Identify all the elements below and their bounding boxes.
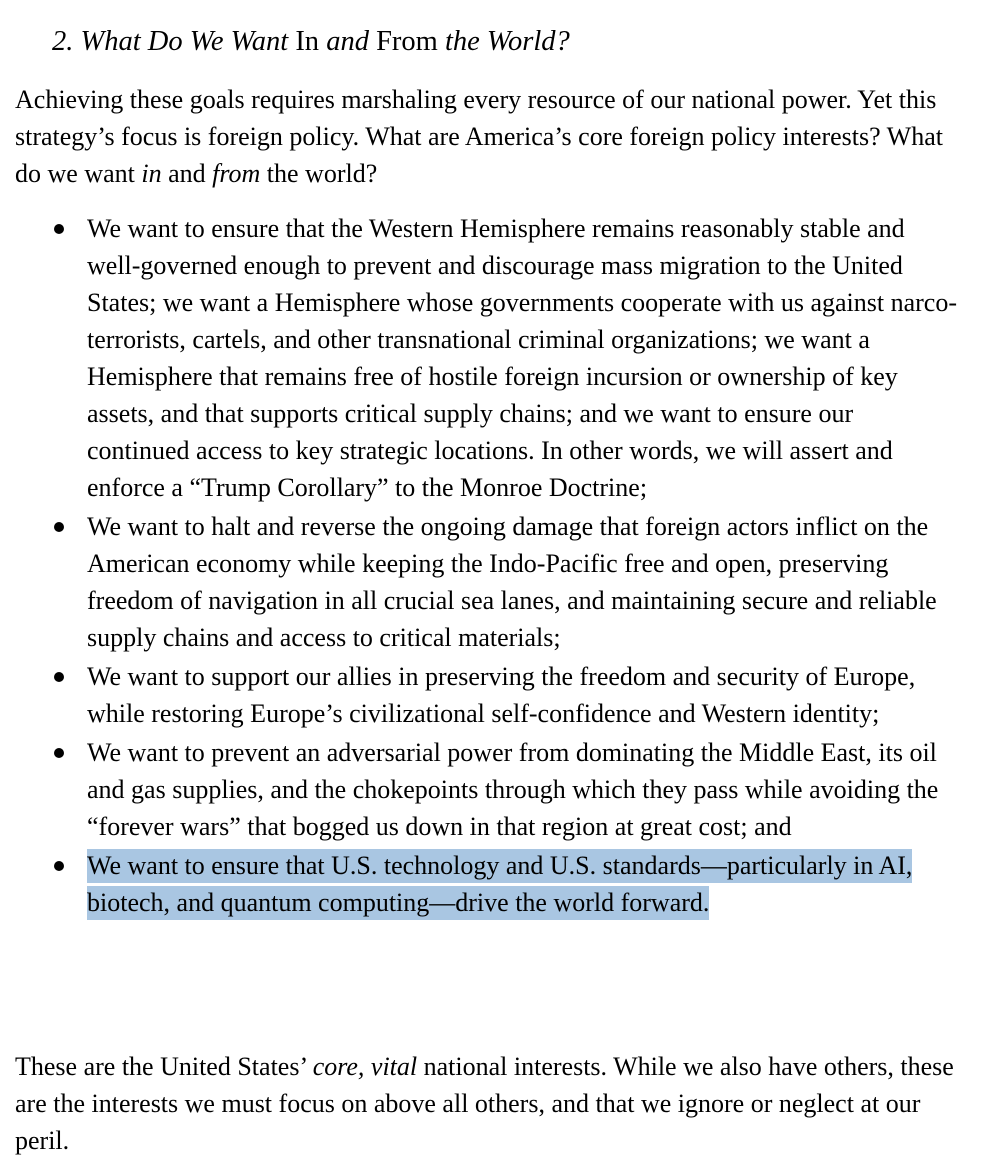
intro-paragraph — [15, 81, 975, 192]
heading-part-in: In — [288, 26, 327, 57]
heading-part-the-world: the World? — [444, 26, 570, 57]
list-item — [0, 210, 957, 506]
list-item — [0, 508, 957, 656]
closing-text-end: national interests. While we also have others, these are the interests we must focus on above all others, and that we ignore or neglect at our peril. — [15, 1052, 954, 1155]
list-item-text: We want to support our allies in preserving the freedom and security of Europe, while restoring Europe’s civilizational self-confidence and Western identity; — [87, 662, 916, 728]
list-item-text: We want to halt and reverse the ongoing damage that foreign actors inflict on the American economy while keeping the Indo-Pacific free and open, preserving freedom of navigation in all crucial sea lanes, and maintaining secure and reliable supply chains and access to critical materials; — [87, 512, 937, 652]
bullet-icon — [54, 861, 64, 871]
interests-list — [0, 210, 998, 921]
intro-text-end: the world? — [260, 159, 378, 188]
list-item-text: We want to ensure that the Western Hemisphere remains reasonably stable and well-governed enough to prevent and discourage mass migration to the United States; we want a Hemisphere whose governments cooperate with us against narco-terrorists, cartels, and other transnational criminal organizations; we want a Hemisphere that remains free of hostile foreign incursion or ownership of key assets, and that supports critical supply chains; and we want to ensure our continued access to key strategic locations. In other words, we will assert and enforce a “Trump Corollary” to the Monroe Doctrine; — [87, 214, 958, 502]
bullet-icon — [54, 672, 64, 682]
list-item — [0, 658, 957, 732]
closing-paragraph — [15, 1048, 975, 1159]
list-item-text: We want to prevent an adversarial power from dominating the Middle East, its oil and gas supplies, and the chokepoints through which they pass while avoiding the “forever wars” that bogged us down in that region at great cost; and — [87, 738, 939, 841]
bullet-icon — [54, 522, 64, 532]
heading-part-from: From — [368, 26, 445, 57]
intro-from-italic: from — [212, 159, 261, 188]
section-heading — [52, 24, 570, 60]
heading-part-and: and — [326, 26, 369, 57]
bullet-icon — [54, 224, 64, 234]
bullet-icon — [54, 748, 64, 758]
intro-in-italic: in — [141, 159, 162, 188]
closing-text: These are the United States’ — [15, 1052, 313, 1081]
highlighted-selection-text[interactable]: We want to ensure that U.S. technology and U.S. standards—particularly in AI, biotech, and quantum computing—drive the world forward. — [87, 849, 912, 920]
list-item-highlighted[interactable] — [0, 847, 957, 921]
heading-number: 2. — [52, 26, 81, 57]
heading-part-what-do-we-want: What Do We Want — [80, 26, 289, 57]
intro-and: and — [161, 159, 213, 188]
intro-text: Achieving these goals requires marshaling every resource of our national power. Yet this strategy’s focus is foreign policy. What are America’s core foreign policy interests? What do we want — [15, 85, 943, 188]
closing-italic: core, vital — [312, 1052, 418, 1081]
list-item — [0, 734, 957, 845]
